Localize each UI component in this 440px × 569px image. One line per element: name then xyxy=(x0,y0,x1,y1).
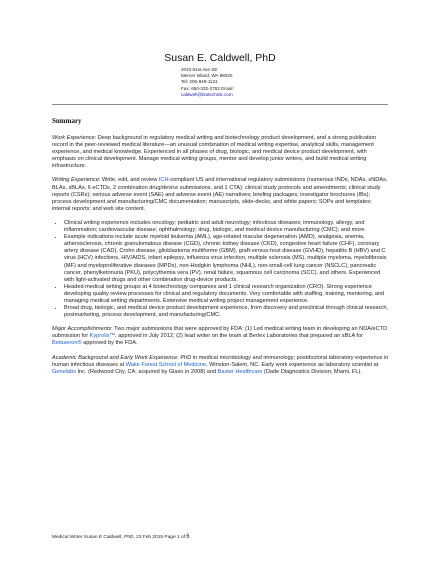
summary-content xyxy=(52,135,390,383)
resume-header xyxy=(0,52,440,67)
list-item: • Headed medical writing groups at 4 biotechnology companies and 1 clinical research organization (CRO). Strong experience developing quality review processes for clinical and regulatory documents. Very comfortable with staffing, training, mentoring, and managing medical writing departments. Extensive medical writing project management experience. xyxy=(64,284,390,305)
work-experience-paragraph xyxy=(52,135,390,170)
work-experience-label: Work Experience xyxy=(52,135,95,141)
major-accomplishments-label: Major Accomplishments xyxy=(52,326,112,333)
academic-text-start: : PhD in medical microbiology and immunology; postdoctoral laboratory experience in human infectious diseases at xyxy=(52,354,389,368)
wake-forest-link[interactable]: Wake Forest School of Medicine xyxy=(125,361,207,368)
major-text-start: : Two major submissions that were approved by FDA: (1) Led medical writing team in developing an NDA/eCTD submission for xyxy=(52,326,388,340)
header-divider xyxy=(52,104,388,105)
section-title-summary: Summary xyxy=(52,117,82,125)
writing-experience-label: Writing Experience xyxy=(52,177,99,184)
address-line-2: Mercer Island, WA 98040 xyxy=(181,73,233,79)
writing-experience-paragraph xyxy=(52,177,390,212)
major-accomplishments-paragraph xyxy=(52,326,390,347)
major-text-end: approved by the FDA. xyxy=(81,340,138,347)
list-item: • Example indications include acute myeloid leukemia (AML), age-related macular degeneration (AMD), analgesia, anemia, atherosclerosis, chronic granulomatous disease (CGD), chronic kidney disease (CKD), congestive heart failure (CHF), coronary artery disease (CAD), Crohn disease, glioblastoma multiforme (GBM), graft-versus-host disease (GVHD), hepatitis B (HBV) and C virus (HCV) infections, HIV/AIDS, infant epilepsy, influenza virus infection, multiple sclerosis (MS), multiple myeloma, myelofibrosis (MF) and myeloproliferative diseases (MPDs), non-Hodgkin lymphoma (NHL), non-small-cell lung cancer (NSCLC), pancreatic cancer, phenylketonuria (PKU), polycythemia vera (PV), renal failure, squamous cell carcinoma (SCC), and others. Experienced with light-activated drugs and other combination drug-device products. xyxy=(64,234,390,284)
telephone: Tel: 206-949-1121 xyxy=(181,79,218,85)
major-text-middle: , approved in July 2012; (2) lead writer on the team at Berlex Laboratories that prepared an sBLA for xyxy=(115,333,363,340)
fax-and-email-label: Fax: 650-332-2752 Email: xyxy=(181,85,234,91)
academic-background-paragraph xyxy=(52,355,390,376)
contact-block xyxy=(181,67,234,98)
experience-bullet-list xyxy=(52,220,390,319)
academic-background-label: Academic Background and Early Work Experience xyxy=(52,354,178,361)
baxter-link[interactable]: Baxter Healthcare xyxy=(217,368,263,375)
address-line-1: 2043 81st Ave SE xyxy=(181,67,218,72)
academic-text-middle-1: , Winston-Salem, NC. Early work experience as laboratory scientist at xyxy=(206,361,379,368)
ich-link[interactable]: ICH xyxy=(158,177,169,184)
kyprolis-link[interactable]: Kyprolis™ xyxy=(89,333,116,340)
list-item: • Broad drug, biologic, and medical device product development experience, from discovery and preclinical through clinical research, postmarketing, process development, and manufacturing/CMC. xyxy=(64,305,390,319)
list-item: • Clinical writing experience includes oncology; pediatric and adult neurology; infectious diseases; immunology, allergy, and inflammation; cardiovascular disease; ophthalmology; drug, biologic, and medical device manufacturing (CMC); and more. xyxy=(64,220,390,234)
writing-experience-text-start: : Write, edit, and review xyxy=(98,177,159,184)
page-footer xyxy=(52,534,190,540)
email-link[interactable]: caldwell@biotechink.com xyxy=(181,91,233,97)
academic-text-middle-2: Inc. (Redwood City, CA; acquired by Glaxo in 2008) and xyxy=(75,368,218,375)
academic-text-end: (Dade Diagnostics Division; Miami, FL). xyxy=(262,368,362,375)
writing-experience-text-end: -compliant US and international regulatory submissions (numerous INDs, NDAs, sNDAs, BLAs, sBLAs, 6 eCTDs, 2 combination drug/device submissions, and 1 CTA); clinical study protocols and amendments; clinical study reports (CSRs); serious adverse event (SAE) and adverse event (AE) narratives; briefing packages; investigator brochures (IBs); process development and manufacturing/CMC documentation; manuscripts, slide-decks, and white papers; SOPs and templates; internal reports; and web site content. xyxy=(52,177,388,212)
work-experience-text: : Deep background in regulatory medical writing and biotechnology product development, and a strong publication record in the peer-reviewed medical literature—an unusual combination of medical writing expertise, analytical skills, management experience, and medical knowledge. Experienced in all phases of drug, biologic, and medical device product development, with emphasis on clinical development. Manage medical writing groups, mentor and develop junior writers, and build medical writing infrastructure. xyxy=(52,135,377,170)
footer-page-total: 6 xyxy=(186,534,190,540)
footer-text: Medical Writer Susan E Caldwell, PhD, 23 Feb 2015 Page 1 of xyxy=(52,535,187,540)
candidate-name: Susan E. Caldwell, PhD xyxy=(164,52,276,64)
genelabs-link[interactable]: Genelabs xyxy=(52,368,76,375)
betaseron-link[interactable]: Betaseron® xyxy=(52,340,82,347)
